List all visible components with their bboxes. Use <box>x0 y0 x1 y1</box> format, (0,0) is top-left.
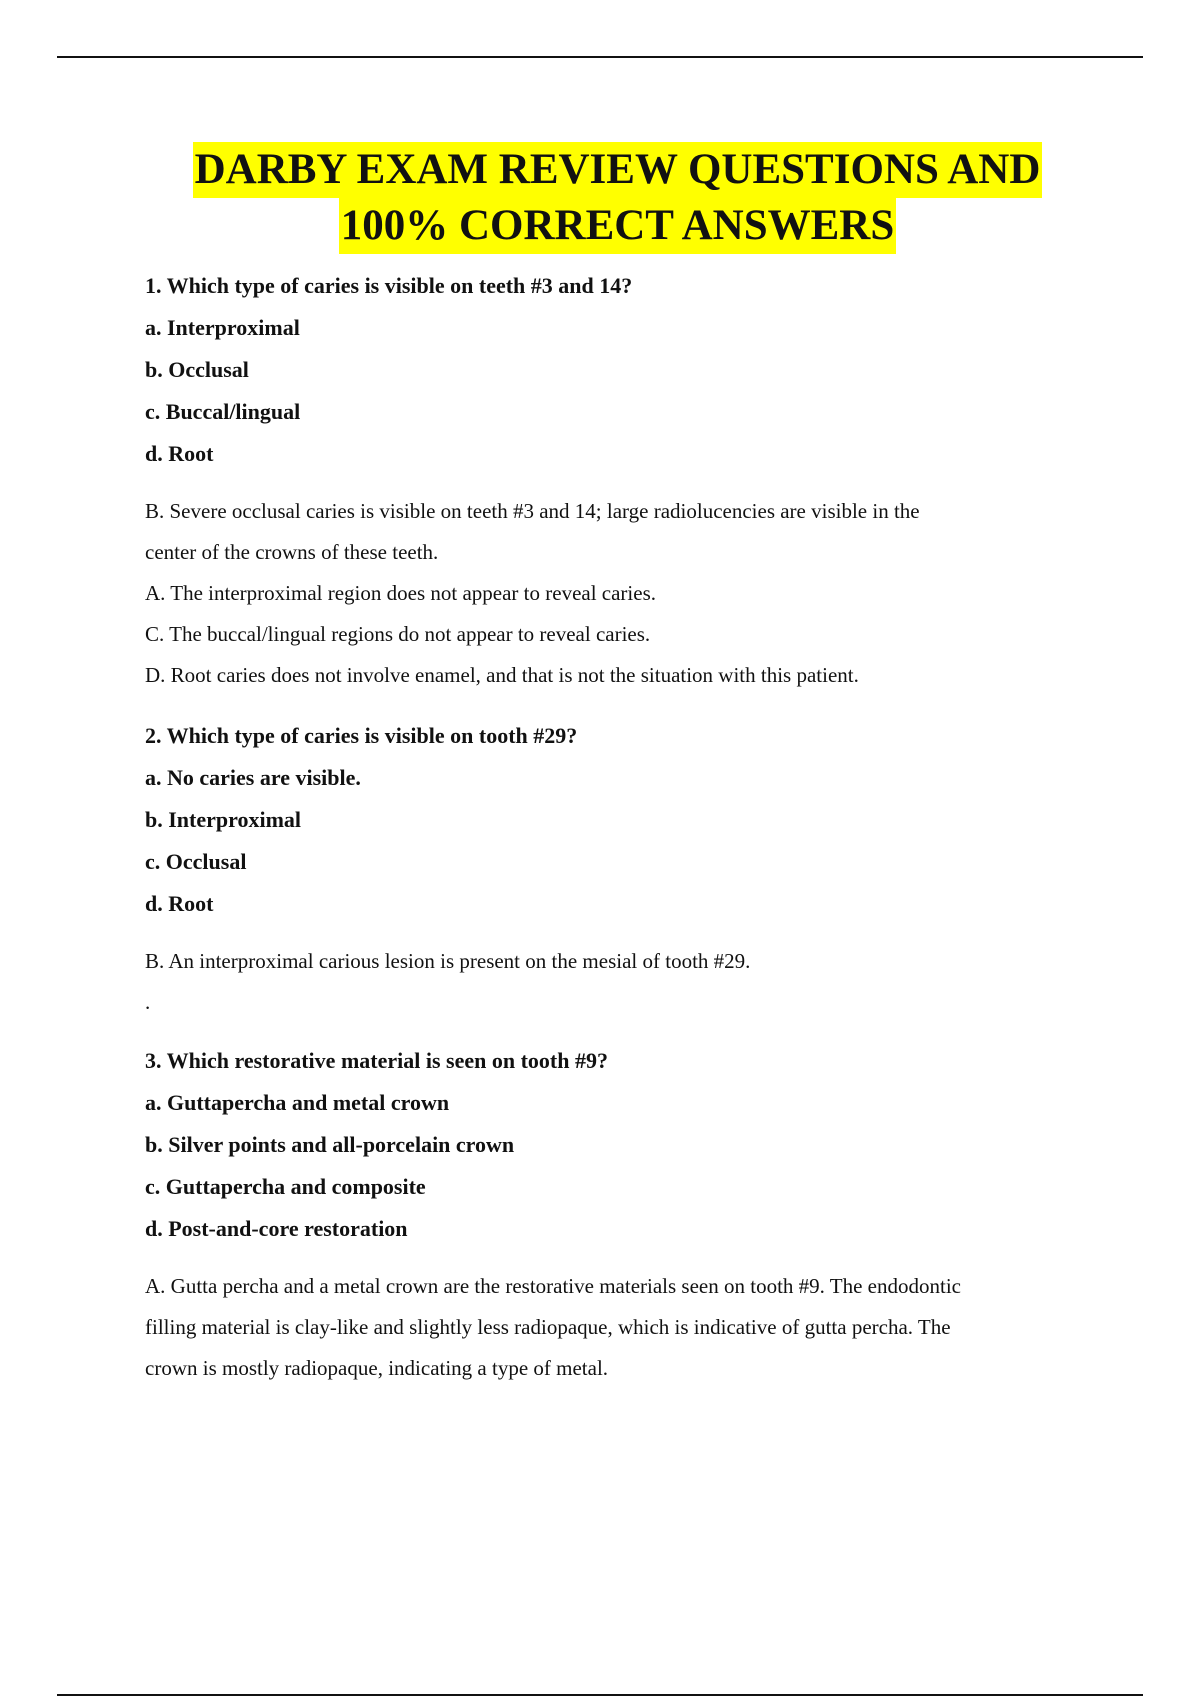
option-b: b. Occlusal <box>145 357 249 382</box>
answer-explanation-line: . <box>145 990 151 1014</box>
question-3 <box>145 1040 961 1389</box>
option-d: d. Root <box>145 891 214 916</box>
question-stem: 3. Which restorative material is seen on tooth #9? <box>145 1048 608 1073</box>
document-title <box>145 142 1090 254</box>
answer-explanation-line: center of the crowns of these teeth. <box>145 540 439 564</box>
question-2 <box>145 715 750 1023</box>
option-b: b. Interproximal <box>145 807 302 832</box>
answer-explanation-line: A. Gutta percha and a metal crown are the restorative materials seen on tooth #9. The endodontic <box>145 1274 961 1298</box>
answer-explanation-line: filling material is clay-like and slightly less radiopaque, which is indicative of gutta percha. The <box>145 1315 951 1339</box>
answer-explanation-line: A. The interproximal region does not appear to reveal caries. <box>145 581 657 605</box>
footer-rule <box>57 1694 1143 1696</box>
option-c: c. Occlusal <box>145 849 247 874</box>
option-c: c. Guttapercha and composite <box>145 1174 426 1199</box>
option-d: d. Root <box>145 441 214 466</box>
answer-explanation-line: D. Root caries does not involve enamel, and that is not the situation with this patient. <box>145 663 859 687</box>
question-stem: 2. Which type of caries is visible on tooth #29? <box>145 723 578 748</box>
answer-explanation-line: B. Severe occlusal caries is visible on teeth #3 and 14; large radiolucencies are visible in the <box>145 499 920 523</box>
answer-explanation-line: crown is mostly radiopaque, indicating a type of metal. <box>145 1356 609 1380</box>
option-a: a. Interproximal <box>145 315 300 340</box>
answer-explanation-line: C. The buccal/lingual regions do not appear to reveal caries. <box>145 622 651 646</box>
title-line-1: DARBY EXAM REVIEW QUESTIONS AND <box>193 142 1043 198</box>
option-a: a. Guttapercha and metal crown <box>145 1090 450 1115</box>
question-1 <box>145 265 920 696</box>
answer-explanation-line: B. An interproximal carious lesion is present on the mesial of tooth #29. <box>145 949 751 973</box>
option-d: d. Post-and-core restoration <box>145 1216 408 1241</box>
header-rule <box>57 56 1143 58</box>
question-stem: 1. Which type of caries is visible on teeth #3 and 14? <box>145 273 633 298</box>
option-c: c. Buccal/lingual <box>145 399 301 424</box>
title-line-2: 100% CORRECT ANSWERS <box>339 198 897 254</box>
option-a: a. No caries are visible. <box>145 765 361 790</box>
option-b: b. Silver points and all-porcelain crown <box>145 1132 515 1157</box>
